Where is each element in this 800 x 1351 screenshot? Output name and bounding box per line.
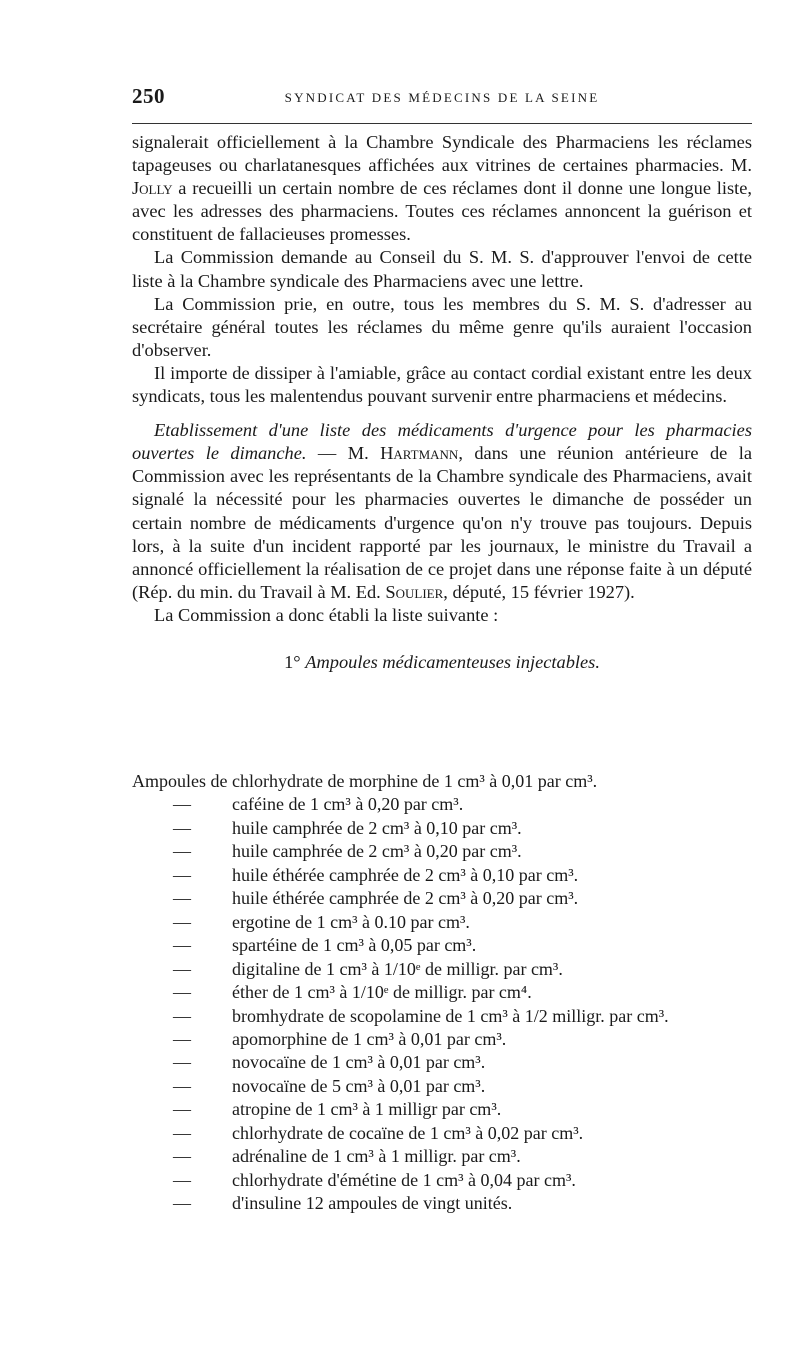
ampoule-item (132, 1169, 772, 1192)
ditto-dash: — (173, 888, 191, 909)
ditto-dash: — (173, 911, 191, 932)
paragraph-6: La Commission a donc établi la liste suivante : (154, 604, 499, 625)
ampoule-item (132, 840, 772, 863)
ditto-dash: — (173, 1169, 191, 1190)
ampoule-item-text: huile camphrée de 2 cm³ à 0,20 par cm³. (232, 841, 522, 862)
section-title: Ampoules médicamenteuses injectables. (305, 651, 600, 672)
ditto-dash: — (173, 1075, 191, 1096)
ditto-dash: — (173, 1122, 191, 1143)
ampoule-item-text: chlorhydrate d'émétine de 1 cm³ à 0,04 par cm³. (232, 1169, 576, 1190)
ditto-dash: — (173, 935, 191, 956)
paragraph-4: Il importe de dissiper à l'amiable, grâce au contact cordial existant entre les deux syndicats, tous les malentendus pouvant survenir entre pharmaciens et médecins. (132, 362, 752, 407)
header-rule (132, 123, 752, 124)
ampoule-item-text: novocaïne de 1 cm³ à 0,01 par cm³. (232, 1052, 486, 1073)
ampoule-item-text: ergotine de 1 cm³ à 0.10 par cm³. (232, 911, 470, 932)
ampoule-item (132, 887, 772, 910)
ampoule-item-text: spartéine de 1 cm³ à 0,05 par cm³. (232, 935, 477, 956)
running-head: SYNDICAT DES MÉDECINS DE LA SEINE (284, 90, 600, 105)
ampoule-item (132, 1145, 772, 1168)
ampoule-item (132, 958, 772, 981)
ampoule-item-text: novocaïne de 5 cm³ à 0,01 par cm³. (232, 1075, 486, 1096)
ampoule-item (132, 793, 772, 816)
ditto-dash: — (173, 1099, 191, 1120)
ditto-dash: — (173, 1052, 191, 1073)
ampoule-item-text: d'insuline 12 ampoules de vingt unités. (232, 1193, 513, 1214)
paragraph-5 (132, 419, 752, 604)
ampoule-item (132, 1005, 772, 1028)
paragraph-5-title: Etablissement d'une liste des médicaments d'urgence pour les pharmacies ouvertes le dimanche. (132, 420, 752, 464)
ampoule-item-text: chlorhydrate de morphine de 1 cm³ à 0,01 par cm³. (232, 771, 598, 791)
ditto-dash: — (173, 841, 191, 862)
paragraph-3: La Commission prie, en outre, tous les membres du S. M. S. d'adresser au secrétaire général toutes les réclames du même genre qu'ils auraient l'occasion d'observer. (132, 293, 752, 360)
ampoule-item (132, 1028, 772, 1051)
paragraph-5-text-a: , dans une réunion antérieure de la Commission avec les représentants de la Chambre syndicale des Pharmaciens, avait signalé la nécessité pour les pharmacies ouvertes le dimanche de posséder un certain nombre de médicaments d'urgence qu'on n'y trouve pas toujours. Depuis lors, à la suite d'un incident rapporté par les journaux, le ministre du Travail a annoncé officiellement la réalisation de ce projet dans une réponse faite à un député (Rép. du min. du Travail à M. Ed. (132, 443, 752, 602)
page-number: 250 (132, 84, 165, 108)
section-number: 1° (284, 651, 301, 672)
ditto-dash: — (173, 817, 191, 838)
ampoule-item (132, 864, 772, 887)
ampoule-item-text: huile camphrée de 2 cm³ à 0,10 par cm³. (232, 817, 522, 838)
ditto-dash: — (173, 864, 191, 885)
ampoule-item-text: apomorphine de 1 cm³ à 0,01 par cm³. (232, 1028, 507, 1049)
ampoule-item-text: adrénaline de 1 cm³ à 1 milligr. par cm³. (232, 1146, 521, 1167)
paragraph-5-text-b: , député, 15 février 1927). (443, 581, 635, 602)
ampoule-lead: Ampoules de (132, 771, 228, 791)
section-heading (132, 651, 752, 674)
ampoule-item-text: caféine de 1 cm³ à 0,20 par cm³. (232, 794, 464, 815)
paragraph-5-dash: — M. (306, 443, 381, 464)
paragraph-1-text-a: signalerait officiellement à la Chambre Syndicale des Pharmaciens les réclames tapageuses ou charlatanesques affichées aux vitrines de certaines pharmacies. M. (132, 132, 752, 176)
paragraph-1 (132, 131, 752, 246)
ampoule-item-text: digitaline de 1 cm³ à 1/10ᵉ de milligr. par cm³. (232, 958, 563, 979)
person-name-soulier: Soulier (385, 581, 444, 602)
ampoule-item-text: huile éthérée camphrée de 2 cm³ à 0,10 par cm³. (232, 864, 579, 885)
body-text (132, 131, 752, 674)
ampoule-item (132, 1122, 772, 1145)
ditto-dash: — (173, 958, 191, 979)
ampoule-item-text: atropine de 1 cm³ à 1 milligr par cm³. (232, 1099, 502, 1120)
ampoule-item (132, 1051, 772, 1074)
ditto-dash: — (173, 1028, 191, 1049)
page-header (132, 84, 752, 114)
ampoule-item (132, 1098, 772, 1121)
ampoule-item (132, 934, 772, 957)
ampoule-item (132, 1192, 772, 1215)
ampoule-item-text: éther de 1 cm³ à 1/10ᵉ de milligr. par cm⁴. (232, 982, 532, 1003)
ampoule-item (132, 1075, 772, 1098)
ditto-dash: — (173, 982, 191, 1003)
person-name-jolly: Jolly (132, 178, 173, 199)
ampoule-list (132, 770, 772, 1216)
ampoule-item (132, 911, 772, 934)
ditto-dash: — (173, 1146, 191, 1167)
paragraph-1-text-b: a recueilli un certain nombre de ces réclames dont il donne une longue liste, avec les adresses des pharmaciens. Toutes ces réclames annoncent la guérison et constituent de fallacieuses promesses. (132, 178, 752, 245)
ampoule-item-text: bromhydrate de scopolamine de 1 cm³ à 1/2 milligr. par cm³. (232, 1005, 669, 1026)
ditto-dash: — (173, 1193, 191, 1214)
ampoule-item-text: huile éthérée camphrée de 2 cm³ à 0,20 par cm³. (232, 888, 579, 909)
ampoule-item (132, 770, 772, 793)
ampoule-item (132, 981, 772, 1004)
ampoule-item (132, 817, 772, 840)
ditto-dash: — (173, 1005, 191, 1026)
ampoule-item-text: chlorhydrate de cocaïne de 1 cm³ à 0,02 par cm³. (232, 1122, 584, 1143)
person-name-hartmann: Hartmann (380, 443, 459, 464)
ditto-dash: — (173, 794, 191, 815)
paragraph-2: La Commission demande au Conseil du S. M. S. d'approuver l'envoi de cette liste à la Chambre syndicale des Pharmaciens avec une lettre. (132, 247, 752, 291)
